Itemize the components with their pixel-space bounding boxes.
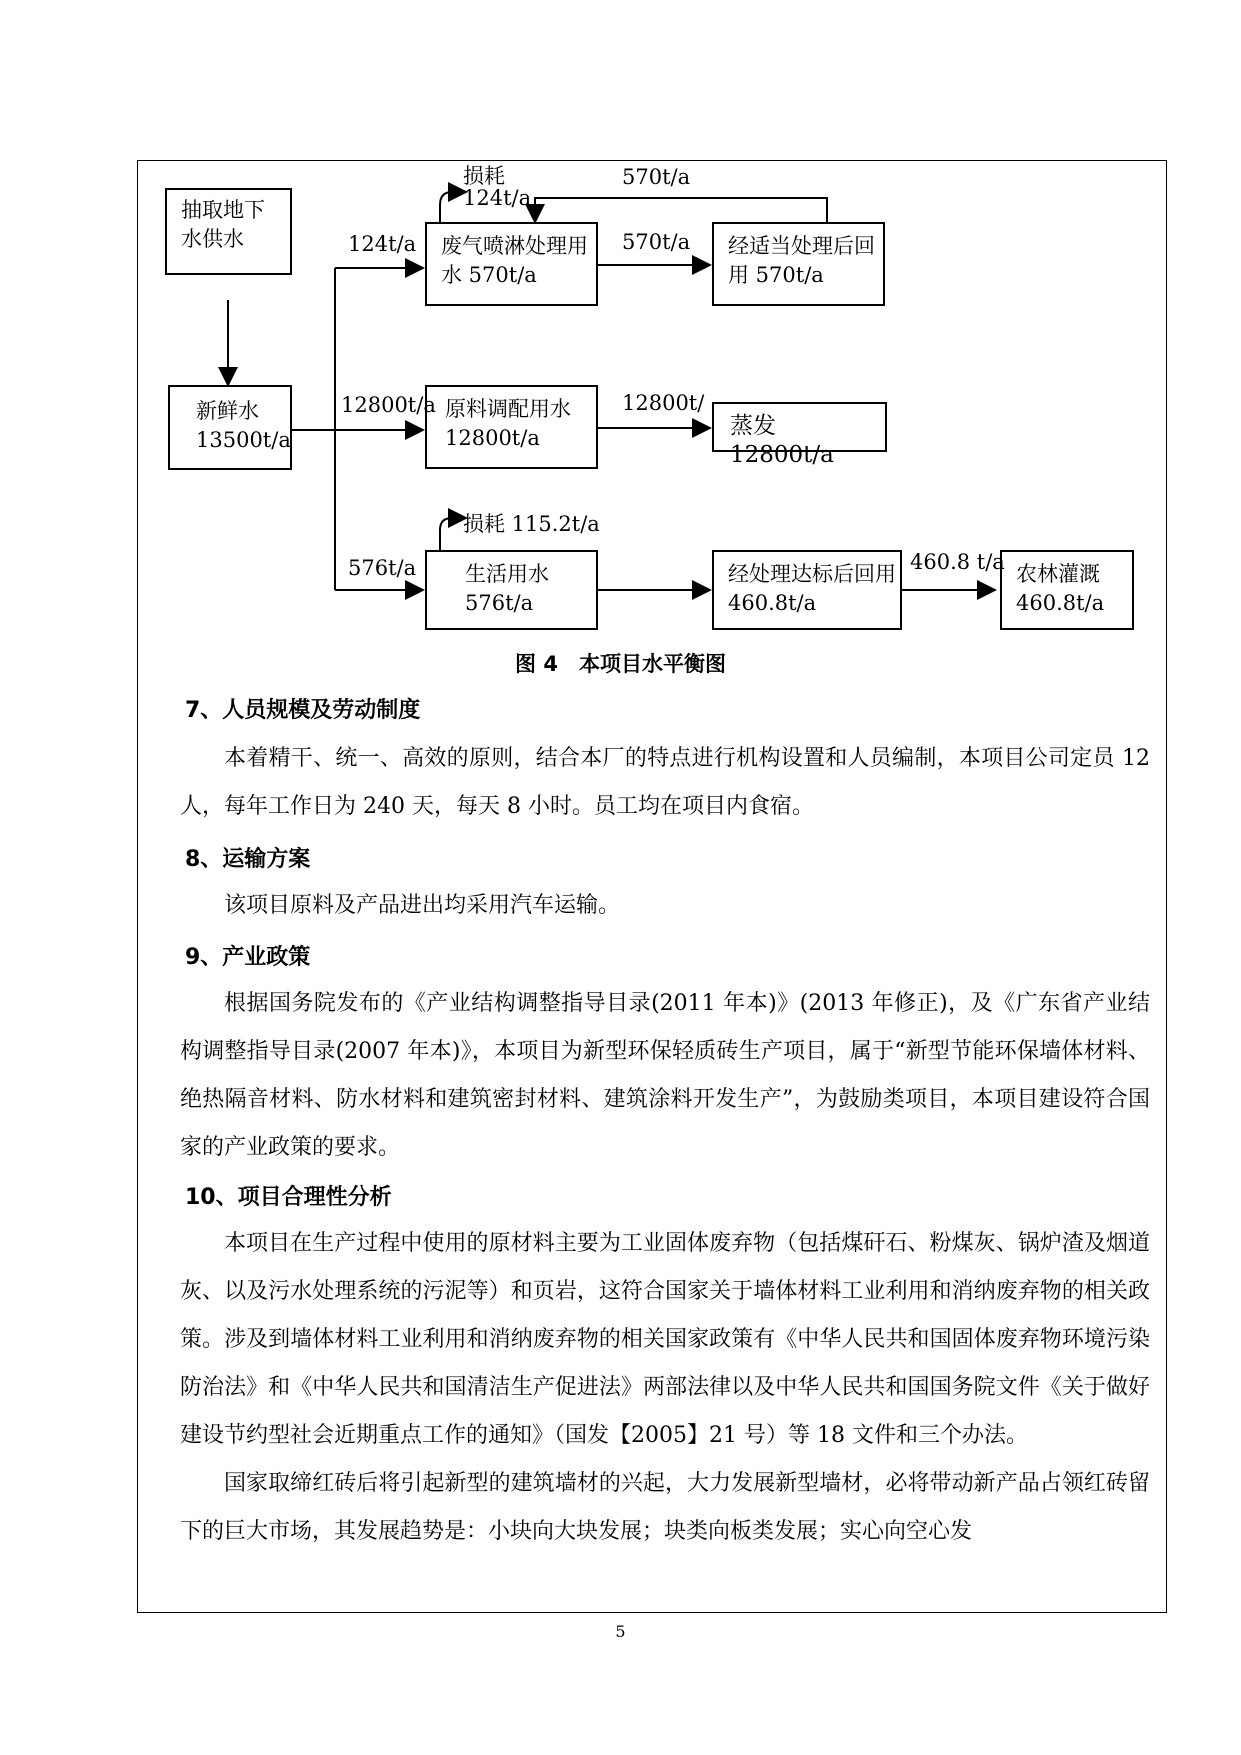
paragraph-transport: 该项目原料及产品进出均采用汽车运输。 bbox=[224, 893, 621, 918]
box-domestic-water: 生活用水 576t/a bbox=[425, 550, 598, 630]
paragraph-staffing: 本着精干、统一、高效的原则，结合本厂的特点进行机构设置和人员编制，本项目公司定员 12 人，每年工作日为 240 天，每天 8 小时。员工均在项目内食宿。 bbox=[180, 746, 1150, 819]
box-treated-reuse: 经处理达标后回用 460.8t/a bbox=[712, 550, 902, 630]
arrow-reuse-loop bbox=[535, 198, 827, 225]
label-to-raw: 12800t/a bbox=[341, 393, 436, 417]
label-spray-reuse: 570t/a bbox=[622, 230, 691, 254]
label-raw-evap: 12800t/ bbox=[622, 391, 705, 415]
paragraph-industrial-policy: 根据国务院发布的《产业结构调整指导目录(2011 年本)》(2013 年修正)，及《广东省产业结构调整指导目录(2007 年本)》，本项目为新型环保轻质砖生产项目，属于“新型节能环保墙体材料、绝热隔音材料、防水材料和建筑密封材料、建筑涂料开发生产”，为鼓励类项目，本项目建设符合国家的产业政策的要求。 bbox=[180, 991, 1150, 1160]
label-reuse-loop: 570t/a bbox=[622, 165, 691, 189]
label-treated-irrigation: 460.8 t/a bbox=[910, 550, 1005, 574]
box-evaporation: 蒸发 12800t/a bbox=[712, 402, 887, 452]
heading-staffing: 7、人员规模及劳动制度 bbox=[185, 698, 421, 723]
heading-rationality-analysis: 10、项目合理性分析 bbox=[185, 1185, 392, 1210]
heading-transport: 8、运输方案 bbox=[185, 847, 311, 872]
box-reuse: 经适当处理后回用 570t/a bbox=[712, 222, 885, 306]
label-to-spray: 124t/a bbox=[348, 232, 417, 256]
label-to-domestic: 576t/a bbox=[348, 556, 417, 580]
box-spray-water: 废气喷淋处理用水 570t/a bbox=[425, 222, 598, 306]
label-loss-spray: 损耗 bbox=[463, 164, 505, 188]
box-irrigation: 农林灌溉 460.8t/a bbox=[1000, 550, 1134, 630]
box-fresh-water: 新鲜水 13500t/a bbox=[168, 385, 292, 470]
page-number: 5 bbox=[615, 1622, 626, 1641]
figure-caption: 图 4 本项目水平衡图 bbox=[515, 652, 726, 676]
paragraph-rationality-analysis: 本项目在生产过程中使用的原材料主要为工业固体废弃物（包括煤矸石、粉煤灰、锅炉渣及烟道灰、以及污水处理系统的污泥等）和页岩，这符合国家关于墙体材料工业利用和消纳废弃物的相关政策。涉及到墙体材料工业利用和消纳废弃物的相关国家政策有《中华人民共和国固体废弃物环境污染防治法》和《中华人民共和国清洁生产促进法》两部法律以及中华人民共和国国务院文件《关于做好建设节约型社会近期重点工作的通知》（国发【2005】21 号）等 18 文件和三个办法。 国家取缔红砖后将引起新型的建筑墙材的兴起，大力发展新型墙材，必将带动新产品占领红砖留下的巨大市场，其发展趋势是：小块向大块发展；块类向板类发展；实心向空心发 bbox=[180, 1231, 1150, 1544]
label-loss-spray-value: 124t/a bbox=[463, 186, 532, 210]
water-balance-diagram bbox=[0, 0, 1241, 660]
label-loss-domestic: 损耗 115.2t/a bbox=[463, 512, 600, 536]
box-raw-material-water: 原料调配用水 12800t/a bbox=[425, 385, 598, 469]
heading-industrial-policy: 9、产业政策 bbox=[185, 945, 311, 970]
box-underground-water: 抽取地下水供水 bbox=[165, 188, 292, 275]
